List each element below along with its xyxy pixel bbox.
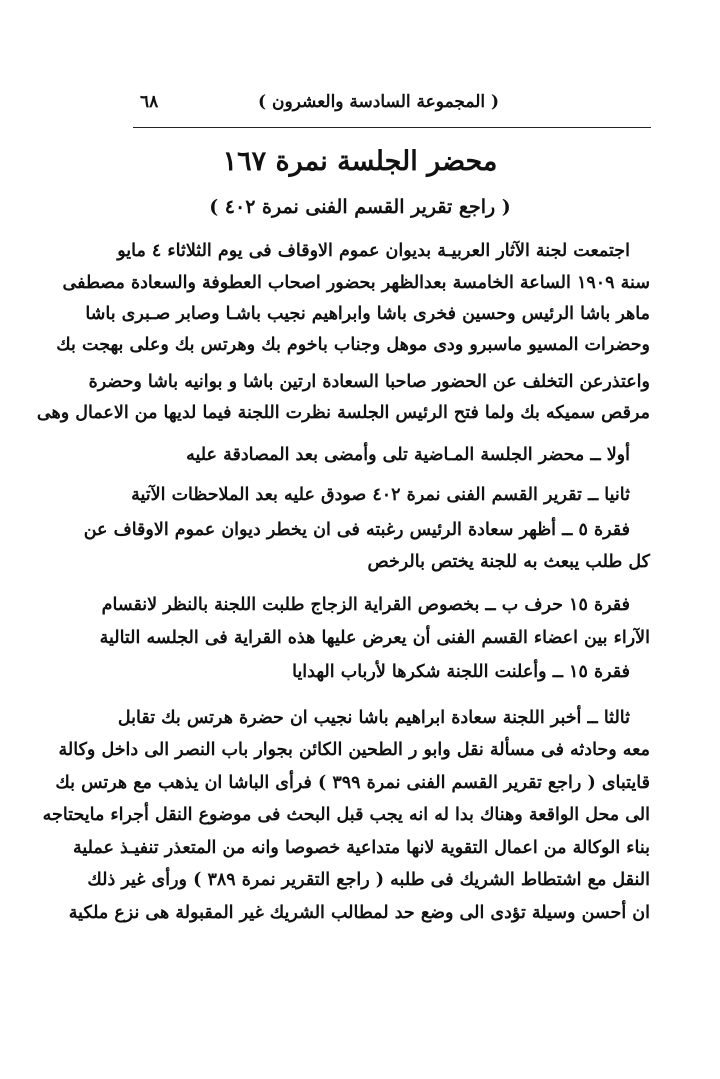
page-number: ٦٨ bbox=[140, 92, 159, 112]
body-line: ثانيا ــ تقرير القسم الفنى نمرة ٤٠٢ صودق عليه بعد الملاحظات الآتية bbox=[131, 485, 630, 505]
body-line: ماهر باشا الرئيس وحسين فخرى باشا وابراهيم نجيب باشـا وصابر صـبرى باشا bbox=[85, 304, 650, 324]
body-line: كل طلب يبعث به للجنة يختص بالرخص bbox=[367, 552, 650, 572]
header-rule bbox=[133, 127, 651, 128]
session-subtitle: ( راجع تقرير القسم الفنى نمرة ٤٠٢ ) bbox=[209, 196, 511, 218]
body-line: ثالثا ــ أخبر اللجنة سعادة ابراهيم باشا نجيب ان حضرة هرتس بك تقابل bbox=[117, 708, 630, 728]
body-line: الآراء بين اعضاء القسم الفنى أن يعرض عليها هذه القراية فى الجلسه التالية bbox=[99, 628, 650, 648]
body-line: فقرة ١٥ حرف ب ــ بخصوص القراية الزجاج طلبت اللجنة بالنظر لانقسام bbox=[101, 595, 630, 615]
body-line: الى محل الواقعة وهناك بدا له انه يجب قبل البحث فى موضوع النقل أجراء مايحتاجه bbox=[42, 805, 650, 825]
body-line: فقرة ١٥ ــ وأعلنت اللجنة شكرها لأرباب الهدايا bbox=[292, 662, 630, 682]
body-line: قايتباى ( راجع تقرير القسم الفنى نمرة ٣٩٩ ) فرأى الباشا ان يذهب مع هرتس بك bbox=[55, 773, 650, 793]
body-line: سنة ١٩٠٩ الساعة الخامسة بعدالظهر بحضور اصحاب العطوفة والسعادة مصطفى bbox=[62, 273, 650, 293]
body-line: أولا ــ محضر الجلسة المـاضية تلى وأمضى بعد المصادقة عليه bbox=[186, 445, 630, 465]
body-line: بناء الوكالة من اعمال التقوية لانها متداعية خصوصا وانه من المتعذر تنفيـذ عملية bbox=[72, 838, 650, 858]
body-line: النقل مع اشتطاط الشريك فى طلبه ( راجع التقرير نمرة ٣٨٩ ) ورأى غير ذلك bbox=[87, 870, 650, 890]
body-line: معه وحادثه فى مسألة نقل وابو ر الطحين الكائن بجوار باب النصر الى داخل وكالة bbox=[58, 740, 650, 760]
body-line: مرقص سميكه بك ولما فتح الرئيس الجلسة نظرت اللجنة فيما لديها من الاعمال وهى bbox=[36, 403, 650, 423]
running-title: ( المجموعة السادسة والعشرون ) bbox=[258, 92, 500, 112]
body-line: ان أحسن وسيلة تؤدى الى وضع حد لمطالب الشريك غير المقبولة هى نزع ملكية bbox=[68, 903, 650, 923]
body-line: وحضرات المسيو ماسبرو ودى موهل وجناب باخوم بك وهرتس بك وعلى بهجت بك bbox=[56, 335, 650, 355]
body-line: اجتمعت لجنة الآثار العربيـة بديوان عموم الاوقاف فى يوم الثلاثاء ٤ مايو bbox=[117, 241, 630, 261]
body-line: واعتذرعن التخلف عن الحضور صاحبا السعادة ارتين باشا و بوانيه باشا وحضرة bbox=[88, 372, 650, 392]
session-title: محضر الجلسة نمرة ١٦٧ bbox=[222, 146, 498, 177]
body-line: فقرة ٥ ــ أظهر سعادة الرئيس رغبته فى ان يخطر ديوان عموم الاوقاف عن bbox=[83, 520, 630, 540]
